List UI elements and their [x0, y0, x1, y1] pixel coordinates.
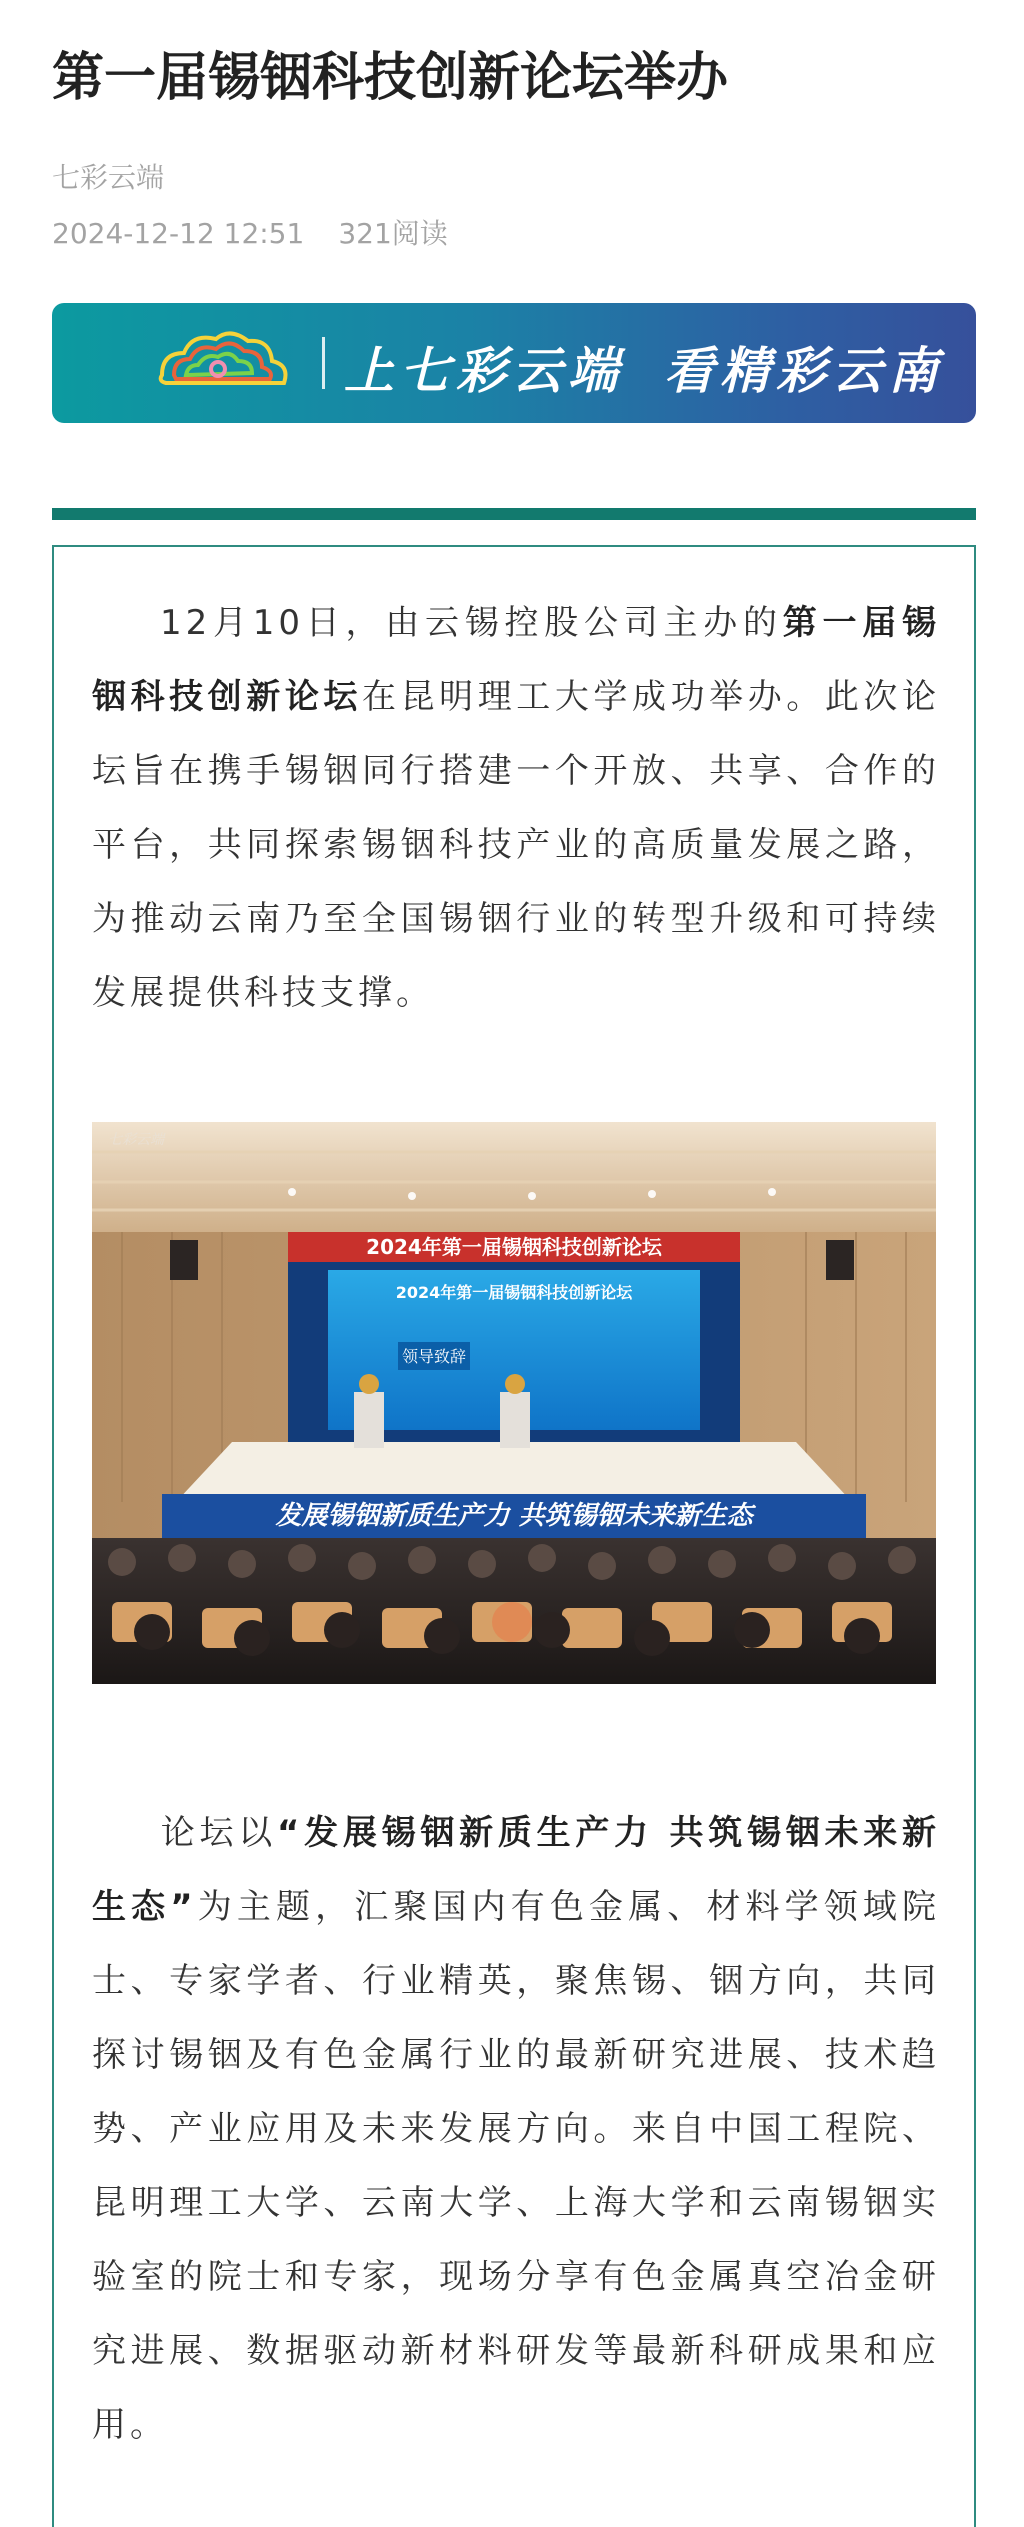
- screen-title-text: 2024年第一届锡铟科技创新论坛: [395, 1283, 633, 1302]
- forum-theme: “发展锡铟新质生产力 共筑锡铟未来新生态”: [92, 1813, 940, 1927]
- screen-caption-text: 领导致辞: [401, 1347, 467, 1366]
- photo-watermark: 七彩云端: [108, 1132, 164, 1148]
- article-meta: [52, 212, 448, 252]
- banner-divider: [322, 337, 325, 389]
- stage-banner-text: 2024年第一届锡铟科技创新论坛: [366, 1235, 662, 1259]
- section-divider: [52, 508, 976, 520]
- banner-slogan: [344, 331, 944, 403]
- banner-slogan-1: 上七彩云端: [344, 341, 624, 400]
- forum-photo[interactable]: [92, 1122, 936, 1684]
- article-source[interactable]: 七彩云端: [52, 161, 165, 194]
- forum-photo-illustration: [92, 1122, 936, 1684]
- paragraph-1: 12月10日，由云锡控股公司主办的第一届锡铟科技创新论坛在昆明理工大学成功举办。此次论坛旨在携手锡铟同行搭建一个开放、共享、合作的平台，共同探索锡铟科技产业的高质量发展之路，为推动云南乃至全国锡铟行业的转型升级和可持续发展提供科技支撑。: [92, 603, 941, 1013]
- banner-slogan-2: 看精彩云南: [664, 341, 944, 400]
- article-title: 第一届锡铟科技创新论坛举办: [52, 48, 729, 108]
- promo-banner[interactable]: [52, 303, 976, 423]
- publish-datetime: 2024-12-12 12:51: [52, 217, 305, 250]
- forum-name: 第一届锡铟科技创新论坛: [92, 603, 941, 717]
- paragraph-2: 论坛以“发展锡铟新质生产力 共筑锡铟未来新生态”为主题，汇聚国内有色金属、材料学领域院士、专家学者、行业精英，聚焦锡、铟方向，共同探讨锡铟及有色金属行业的最新研究进展、技术趋势、产业应用及未来发展方向。来自中国工程院、昆明理工大学、云南大学、上海大学和云南锡铟实验室的院士和专家，现场分享有色金属真空冶金研究进展、数据驱动新材料研发等最新科研成果和应用。: [92, 1813, 940, 2445]
- front-banner-text: 发展锡铟新质生产力 共筑锡铟未来新生态: [275, 1501, 753, 1531]
- colorful-cloud-logo-icon: [152, 325, 302, 401]
- read-count: 321阅读: [338, 217, 448, 250]
